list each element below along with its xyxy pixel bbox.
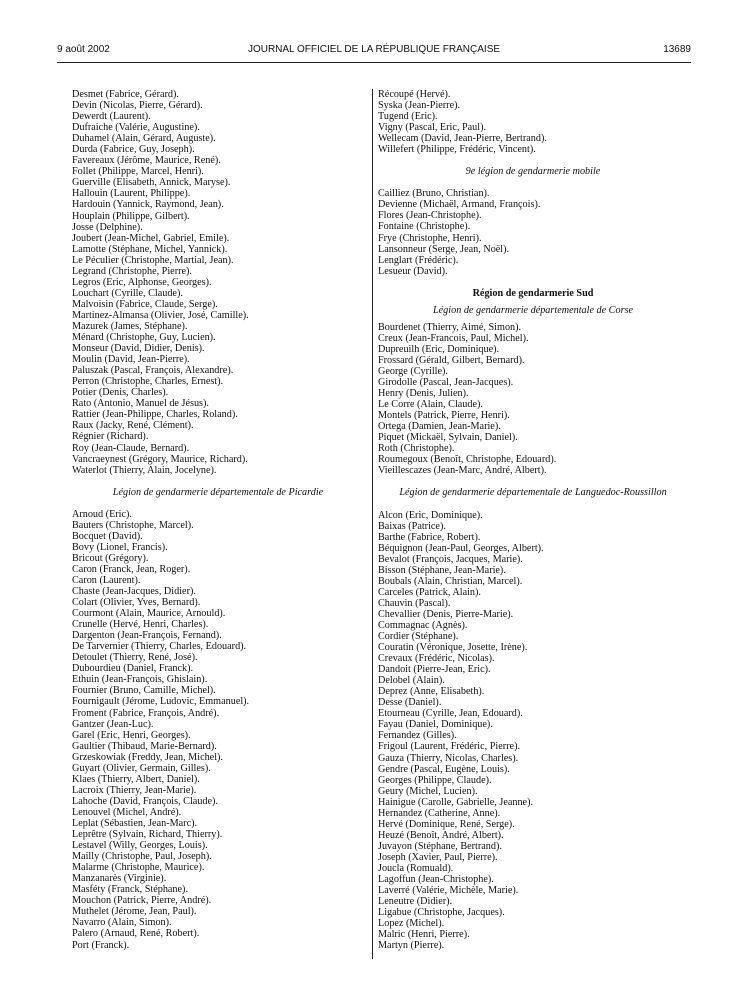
name-entry: Mailly (Christophe, Paul, Joseph). bbox=[72, 851, 212, 863]
name-entry: Louchart (Cyrille, Claude). bbox=[72, 287, 183, 299]
left-column bbox=[72, 89, 364, 951]
name-entry: Dubourdieu (Daniel, Franck). bbox=[72, 663, 194, 675]
name-entry: Lenglart (Frédéric). bbox=[378, 254, 459, 266]
name-entry: Piquet (Mickaël, Sylvain, Daniel). bbox=[378, 432, 518, 444]
name-entry: Hervé (Dominique, René, Serge). bbox=[378, 818, 515, 830]
name-entry: Bocquet (David). bbox=[72, 530, 143, 542]
name-entry: Deprez (Anne, Elisabeth). bbox=[378, 686, 485, 698]
name-entry: Girodolle (Pascal, Jean-Jacques). bbox=[378, 377, 514, 389]
header-journal-title: JOURNAL OFFICIEL DE LA RÉPUBLIQUE FRANÇAISE bbox=[247, 44, 501, 55]
section-title: Légion de gendarmerie départementale de Corse bbox=[432, 304, 634, 316]
header-date: 9 août 2002 bbox=[57, 44, 110, 55]
right-column bbox=[378, 89, 688, 951]
name-entry: Hardouin (Yannick, Raymond, Jean). bbox=[72, 199, 224, 211]
name-entry: Fontaine (Christophe). bbox=[378, 221, 471, 233]
name-entry: Leplat (Sébastien, Jean-Marc). bbox=[72, 818, 198, 829]
name-entry: Syska (Jean-Pierre). bbox=[378, 100, 461, 112]
name-entry: Muthelet (Jérome, Jean, Paul). bbox=[72, 906, 197, 918]
name-entry: Rato (Antonio, Manuel de Jésus). bbox=[72, 398, 209, 410]
name-entry: Cailliez (Bruno, Christian). bbox=[378, 188, 490, 200]
name-entry: Le Péculier (Christophe, Martial, Jean). bbox=[72, 254, 234, 266]
name-entry: Palero (Arnaud, René, Robert). bbox=[72, 928, 200, 940]
name-entry: Boubals (Alain, Christian, Marcel). bbox=[378, 575, 523, 587]
name-entry: Bauters (Christophe, Marcel). bbox=[72, 519, 194, 531]
page-header bbox=[57, 44, 691, 60]
name-entry: Fayau (Daniel, Dominique). bbox=[378, 719, 493, 731]
spacer bbox=[72, 476, 364, 487]
name-entry: Roth (Christophe). bbox=[378, 443, 455, 455]
name-entry: Dufraiche (Valérie, Augustine). bbox=[72, 122, 200, 134]
name-entry: Mouchon (Patrick, Pierre, André). bbox=[72, 895, 212, 907]
name-entry: Waterlot (Thierry, Alain, Jocelyne). bbox=[72, 464, 217, 476]
name-entry: Masféty (Franck, Stéphane). bbox=[72, 884, 188, 896]
name-entry: Willefert (Philippe, Frédéric, Vincent). bbox=[378, 144, 536, 156]
name-entry: Carceles (Patrick, Alain). bbox=[378, 586, 481, 598]
name-entry: Potier (Denis, Charles). bbox=[72, 387, 169, 399]
name-entry: Hainigue (Carolle, Gabrielle, Jeanne). bbox=[378, 796, 534, 808]
name-entry: Fernandez (Gilles). bbox=[378, 730, 457, 742]
name-entry: Lansonneur (Serge, Jean, Noël). bbox=[378, 243, 510, 255]
name-entry: Lacroix (Thierry, Jean-Marie). bbox=[72, 784, 197, 796]
name-entry: Favereaux (Jérôme, Maurice, René). bbox=[72, 155, 221, 167]
name-entry: Joubert (Jean-Michel, Gabriel, Emile). bbox=[72, 232, 230, 244]
name-entry: Klaes (Thierry, Albert, Daniel). bbox=[72, 773, 200, 785]
name-entry: Gaultier (Thibaud, Marie-Bernard). bbox=[72, 740, 217, 752]
name-entry: Houplain (Philippe, Gilbert). bbox=[72, 210, 190, 222]
name-entry: Commagnac (Agnès). bbox=[378, 619, 468, 631]
section-title: Légion de gendarmerie départementale de Languedoc-Roussillon bbox=[399, 487, 667, 499]
name-entry: Leneutre (Didier). bbox=[378, 896, 453, 908]
name-entry: Caron (Laurent). bbox=[72, 574, 141, 586]
name-entry: Régnier (Richard). bbox=[72, 431, 149, 443]
name-entry: Navarro (Alain, Simon). bbox=[72, 917, 172, 929]
name-entry: Monseur (David, Didier, Denis). bbox=[72, 343, 205, 355]
name-entry: Crunelle (Hervé, Henri, Charles). bbox=[72, 619, 209, 631]
name-entry: Ménard (Christophe, Guy, Lucien). bbox=[72, 332, 216, 344]
name-entry: Lahoche (David, François, Claude). bbox=[72, 795, 218, 807]
header-page-number: 13689 bbox=[663, 44, 691, 55]
name-entry: Garel (Eric, Henri, Georges). bbox=[72, 729, 191, 741]
name-entry: Chaste (Jean-Jacques, Didier). bbox=[72, 586, 196, 598]
name-entry: Vigny (Pascal, Eric, Paul). bbox=[378, 122, 487, 134]
name-entry: Desse (Daniel). bbox=[378, 697, 442, 709]
name-entry: Colart (Olivier, Yves, Bernard). bbox=[72, 597, 201, 609]
name-entry: Barthe (Fabrice, Robert). bbox=[378, 531, 481, 543]
name-entry: Courmont (Alain, Maurice, Arnould). bbox=[72, 608, 226, 620]
name-entry: Perron (Christophe, Charles, Ernest). bbox=[72, 376, 224, 388]
name-entry: Lagoffun (Jean-Christophe). bbox=[378, 874, 494, 886]
name-entry: Couratin (Véronique, Josette, Irène). bbox=[378, 642, 528, 654]
name-entry: Montels (Patrick, Pierre, Henri). bbox=[378, 410, 510, 422]
name-entry: Arnoud (Eric). bbox=[72, 508, 132, 520]
name-entry: Follet (Philippe, Marcel, Henri). bbox=[72, 166, 204, 178]
name-entry: Port (Franck). bbox=[72, 939, 130, 951]
name-entry: Paluszak (Pascal, François, Alexandre). bbox=[72, 365, 234, 377]
name-entry: Georges (Philippe, Claude). bbox=[378, 774, 492, 786]
name-entry: Fournier (Bruno, Camille, Michel). bbox=[72, 685, 216, 697]
section-title: 9e légion de gendarmerie mobile bbox=[465, 166, 601, 178]
name-entry: Gauza (Thierry, Nicolas, Charles). bbox=[378, 752, 519, 764]
name-entry: Raux (Jacky, René, Clément). bbox=[72, 420, 194, 432]
name-entry: Dargenton (Jean-François, Fernand). bbox=[72, 630, 222, 642]
name-entry: Joucla (Romuald). bbox=[378, 863, 454, 874]
name-entry: Béquignon (Jean-Paul, Georges, Albert). bbox=[378, 542, 544, 554]
name-entry: Guerville (Elisabeth, Annick, Maryse). bbox=[72, 177, 231, 189]
name-entry: Leprêtre (Sylvain, Richard, Thierry). bbox=[72, 829, 223, 841]
name-entry: Martyn (Pierre). bbox=[378, 940, 445, 952]
name-entry: Heuzé (Benoît, André, Albert). bbox=[378, 829, 504, 841]
name-entry: Lesueur (David). bbox=[378, 265, 448, 277]
column-divider bbox=[372, 89, 373, 959]
spacer bbox=[378, 476, 688, 487]
name-entry: Delobel (Alain). bbox=[378, 675, 445, 687]
name-entry: Bourdenet (Thierry, Aimé, Simon). bbox=[378, 321, 522, 333]
name-entry: Moulin (David, Jean-Pierre). bbox=[72, 354, 190, 366]
name-entry: Henry (Denis, Julien). bbox=[378, 388, 469, 400]
spacer bbox=[378, 177, 688, 188]
name-entry: Dandoit (Pierre-Jean, Eric). bbox=[378, 664, 491, 676]
name-entry: Caron (Franck, Jean, Roger). bbox=[72, 563, 191, 575]
name-entry: Hernandez (Catherine, Anne). bbox=[378, 807, 501, 819]
name-entry: Legrand (Christophe, Pierre). bbox=[72, 265, 192, 277]
name-entry: Ethuin (Jean-François, Ghislain). bbox=[72, 674, 208, 686]
name-entry: Chevallier (Denis, Pierre-Marie). bbox=[378, 608, 514, 620]
name-entry: Duhamel (Alain, Gérard, Auguste). bbox=[72, 133, 216, 145]
name-entry: Bevalot (François, Jacques, Marie). bbox=[378, 553, 523, 565]
name-entry: Legros (Eric, Alphonse, Georges). bbox=[72, 276, 212, 288]
name-entry: Baixas (Patrice). bbox=[378, 520, 446, 532]
name-entry: Roy (Jean-Claude, Bernard). bbox=[72, 442, 190, 454]
name-entry: Desmet (Fabrice, Gérard). bbox=[72, 89, 179, 100]
name-entry: Devienne (Michaël, Armand, François). bbox=[378, 199, 541, 211]
name-entry: Crevaux (Frédéric, Nicolas). bbox=[378, 653, 495, 665]
name-entry: Juvayon (Stéphane, Bertrand). bbox=[378, 840, 502, 852]
name-entry: Bisson (Stéphane, Jean-Marie). bbox=[378, 564, 506, 576]
name-entry: Josse (Delphine). bbox=[72, 221, 143, 233]
name-entry: Froment (Fabrice, François, André). bbox=[72, 707, 220, 719]
name-entry: Joseph (Xavier, Paul, Pierre). bbox=[378, 851, 498, 863]
name-entry: Detoulet (Thierry, René, José). bbox=[72, 652, 198, 664]
name-entry: Vancraeynest (Grégory, Maurice, Richard). bbox=[72, 453, 248, 465]
name-entry: Wellecam (David, Jean-Pierre, Bertrand). bbox=[378, 133, 547, 145]
section-title: Légion de gendarmerie départementale de Picardie bbox=[112, 486, 324, 498]
name-entry: Frye (Christophe, Henri). bbox=[378, 232, 482, 244]
name-entry: De Tarvernier (Thierry, Charles, Edouard). bbox=[72, 641, 247, 653]
name-entry: Vieillescazes (Jean-Marc, André, Albert). bbox=[378, 465, 547, 477]
name-entry: Cordier (Stéphane). bbox=[378, 631, 459, 643]
name-entry: Rattier (Jean-Philippe, Charles, Roland). bbox=[72, 409, 238, 421]
name-entry: Mazurek (James, Stéphane). bbox=[72, 320, 188, 332]
name-entry: Gendre (Pascal, Eugène, Louis). bbox=[378, 763, 510, 775]
name-entry: Lenouvel (Michel, André). bbox=[72, 806, 182, 818]
name-entry: Grzeskowiak (Freddy, Jean, Michel). bbox=[72, 751, 223, 763]
spacer bbox=[378, 499, 688, 510]
name-entry: Tugend (Eric). bbox=[378, 111, 438, 123]
header-rule bbox=[57, 62, 691, 63]
name-entry: Gantzer (Jean-Luc). bbox=[72, 718, 154, 730]
name-entry: Guyart (Olivier, Germain, Gilles). bbox=[72, 762, 211, 774]
name-entry: Bricout (Grégory). bbox=[72, 552, 149, 564]
name-entry: Flores (Jean-Christophe). bbox=[378, 210, 482, 222]
name-entry: Dewerdt (Laurent). bbox=[72, 111, 151, 123]
name-entry: Lamotte (Stéphane, Michel, Yannick). bbox=[72, 243, 228, 255]
spacer bbox=[378, 277, 688, 288]
name-entry: Le Corre (Alain, Claude). bbox=[378, 399, 483, 411]
name-entry: Frigoul (Laurent, Frédéric, Pierre). bbox=[378, 741, 521, 753]
name-entry: Récoupé (Hervé). bbox=[378, 89, 451, 100]
name-entry: Creux (Jean-Francois, Paul, Michel). bbox=[378, 332, 529, 344]
name-entry: Malvoisin (Fabrice, Claude, Serge). bbox=[72, 298, 218, 310]
name-entry: Fournigault (Jérome, Ludovic, Emmanuel). bbox=[72, 696, 250, 708]
name-entry: Dupreuilh (Eric, Dominique). bbox=[378, 343, 500, 355]
name-entry: Bovy (Lionel, Francis). bbox=[72, 541, 168, 553]
spacer bbox=[72, 498, 364, 509]
name-entry: Alcon (Eric, Dominique). bbox=[378, 509, 483, 521]
name-entry: Lopez (Michel). bbox=[378, 918, 445, 930]
name-entry: Manzanarès (Virginie). bbox=[72, 873, 167, 885]
name-entry: Lestavel (Willy, Georges, Louis). bbox=[72, 840, 208, 852]
name-entry: Laverré (Valérie, Michèle, Marie). bbox=[378, 885, 519, 897]
name-entry: Martinez-Almansa (Olivier, José, Camille). bbox=[72, 309, 249, 321]
region-heading: Région de gendarmerie Sud bbox=[472, 287, 594, 299]
name-entry: Roumegoux (Benoît, Christophe, Edouard). bbox=[378, 454, 557, 466]
name-entry: Malarme (Christophe, Maurice). bbox=[72, 862, 205, 874]
name-entry: Frossard (Gérald, Gilbert, Bernard). bbox=[378, 354, 525, 366]
name-entry: Chauvin (Pascal). bbox=[378, 597, 451, 609]
spacer bbox=[378, 155, 688, 166]
name-entry: Devin (Nicolas, Pierre, Gérard). bbox=[72, 100, 203, 112]
name-entry: Hallouin (Laurent, Philippe). bbox=[72, 188, 191, 200]
name-entry: Ligabue (Christophe, Jacques). bbox=[378, 907, 505, 919]
name-entry: Etourneau (Cyrille, Jean, Edouard). bbox=[378, 708, 523, 720]
name-entry: Malric (Henri, Pierre). bbox=[378, 929, 470, 941]
name-entry: Geury (Michel, Lucien). bbox=[378, 785, 478, 797]
name-entry: Durda (Fabrice, Guy, Joseph). bbox=[72, 144, 195, 156]
name-entry: Ortega (Damien, Jean-Marie). bbox=[378, 421, 501, 433]
name-entry: George (Cyrille). bbox=[378, 365, 448, 377]
